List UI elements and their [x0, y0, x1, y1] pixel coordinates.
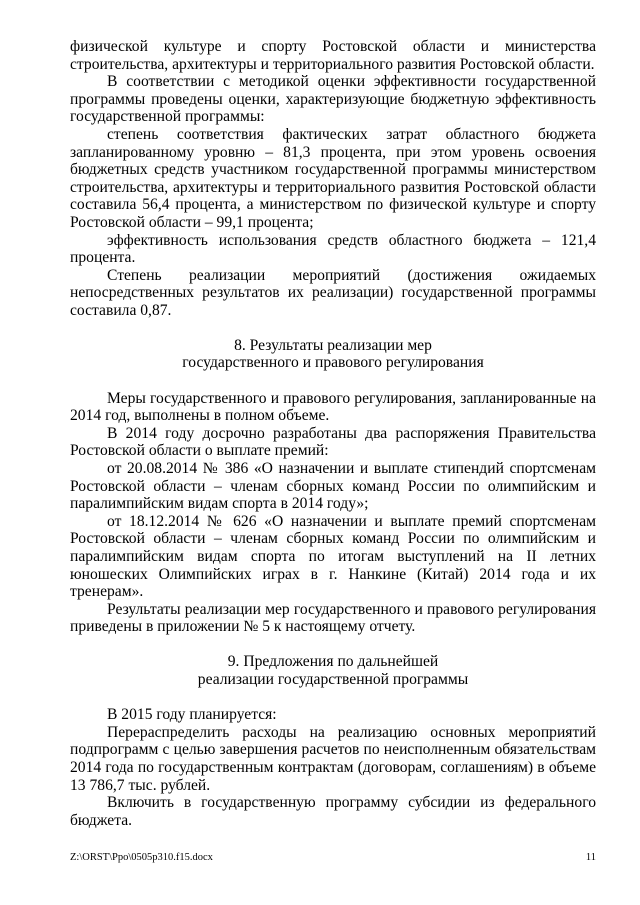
section-8-title-line-1: 8. Результаты реализации мер	[234, 336, 432, 354]
section-8-title-line-2: государственного и правового регулирования	[182, 354, 484, 372]
paragraph: В 2014 году досрочно разработаны два распоряжения Правительства Ростовской области о выплате премий:	[70, 424, 596, 460]
paragraph: степень соответствия фактических затрат областного бюджета запланированному уровню – 81,3 процента, при этом уровень освоения бюджетных средств участником государственной программы министерством строительства, архитектуры и территориального развития Ростовской области составила 56,4 процента, а министерством по физической культуре и спорту Ростовской области – 99,1 процента;	[70, 125, 596, 231]
section-9-title-line-1: 9. Предложения по дальнейшей	[227, 653, 439, 670]
paragraph: от 18.12.2014 № 626 «О назначении и выплате премий спортсменам Ростовской области – членам сборных команд России по олимпийским и паралимпийским видам спорта по итогам выступлений на II летних юношеских Олимпийских играх в г. Нанкине (Китай) 2014 года и их тренерам».	[70, 512, 596, 601]
paragraph: Результаты реализации мер государственного и правового регулирования приведены в приложении № 5 к настоящему отчету.	[70, 600, 596, 636]
paragraph: Включить в государственную программу субсидии из федерального бюджета.	[70, 794, 596, 829]
paragraph: эффективность использования средств областного бюджета – 121,4 процента.	[70, 231, 596, 267]
section-8-heading	[70, 337, 596, 372]
paragraph: Перераспределить расходы на реализацию основных мероприятий подпрограмм с целью завершения расчетов по неисполненным обязательствам 2014 года по государственным контрактам (договорам, соглашениям) в объеме 13 786,7 тыс. рублей.	[70, 723, 596, 794]
section-9-heading	[70, 653, 596, 688]
paragraph: Меры государственного и правового регулирования, запланированные на 2014 год, выполнены в полном объеме.	[70, 389, 596, 425]
paragraph: физической культуре и спорту Ростовской области и министерства строительства, архитектуры и территориального развития Ростовской области.	[70, 38, 596, 73]
paragraph: В 2015 году планируется:	[107, 706, 277, 724]
file-path: Z:\ORST\Ppo\0505p310.f15.docx	[70, 852, 213, 863]
section-9-title-line-2: реализации государственной программы	[197, 670, 469, 688]
paragraph: от 20.08.2014 № 386 «О назначении и выплате стипендий спортсменам Ростовской области – членам сборных команд России по олимпийским и паралимпийским видам спорта в 2014 году»;	[70, 460, 596, 513]
page-footer	[70, 852, 596, 864]
paragraph: В соответствии с методикой оценки эффективности государственной программы проведены оценки, характеризующие бюджетную эффективность государственной программы:	[70, 73, 596, 126]
page-content	[70, 38, 596, 829]
page-number: 11	[585, 852, 596, 863]
paragraph: Степень реализации мероприятий (достижения ожидаемых непосредственных результатов их реализации) государственной программы составила 0,87.	[70, 266, 596, 319]
